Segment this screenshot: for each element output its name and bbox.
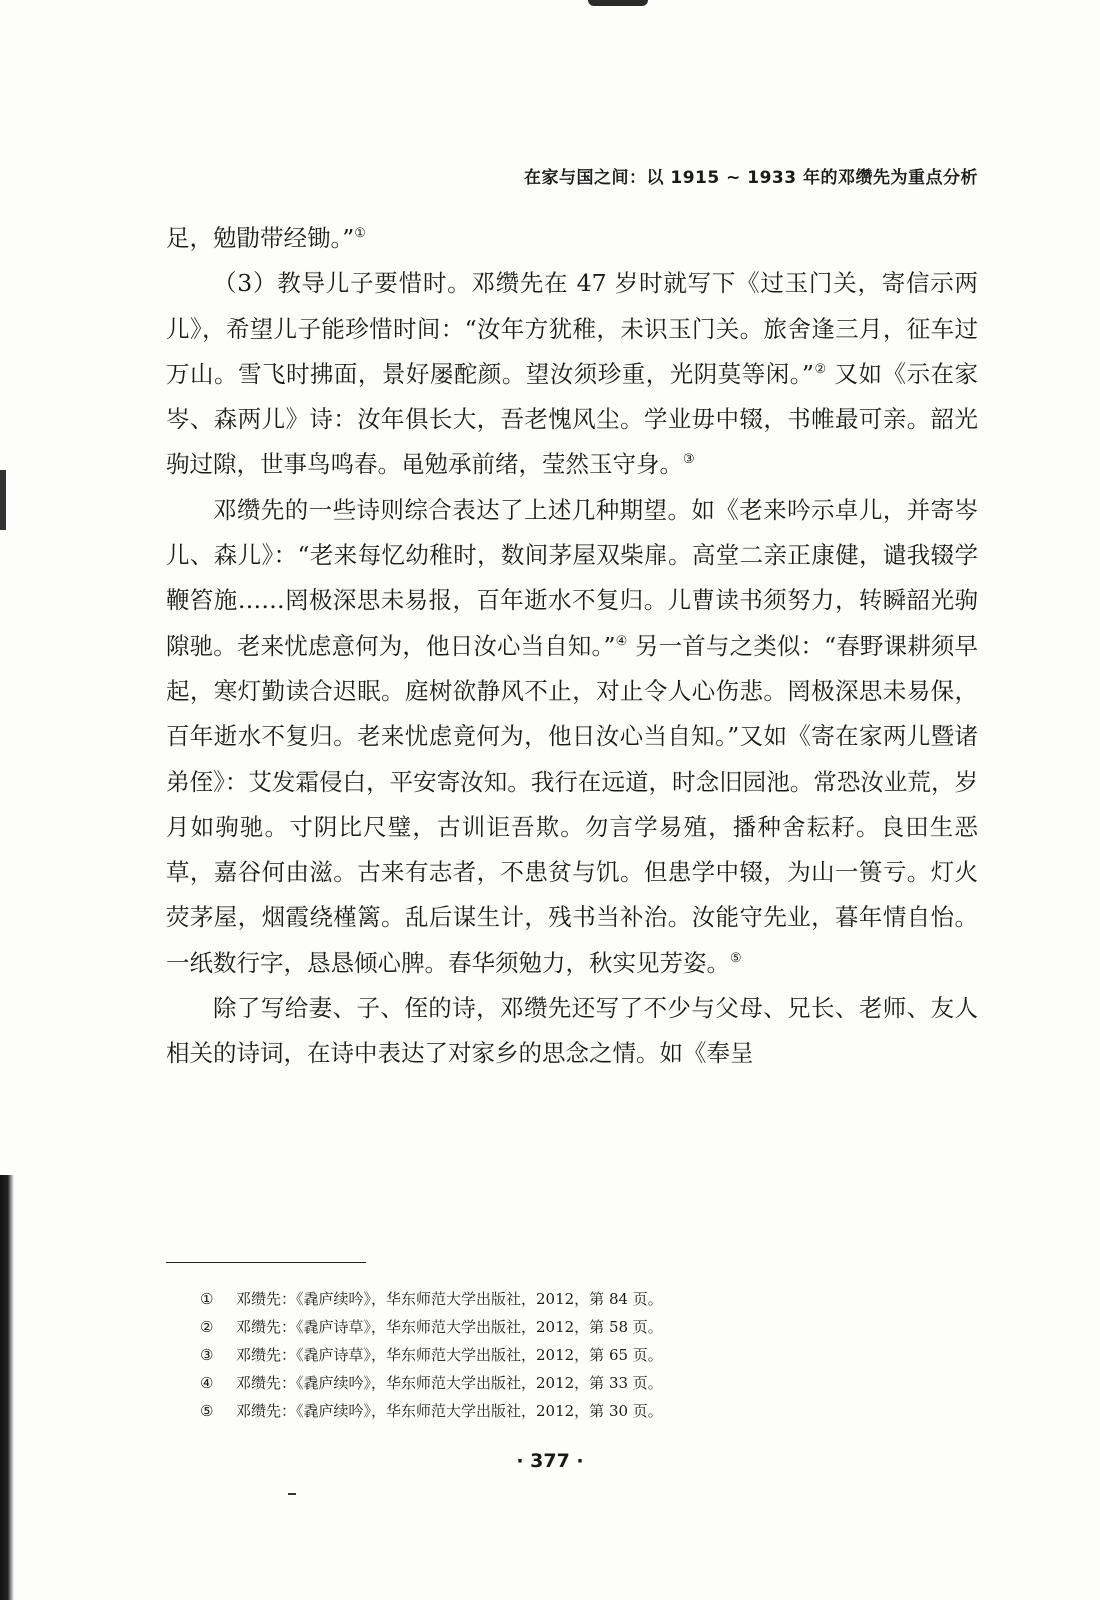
paragraph-3 <box>166 488 978 986</box>
page-number: · 377 · <box>516 1450 584 1472</box>
footnote-ref-1[interactable]: ① <box>354 226 366 242</box>
footnote-text: 邓缵先：《毳庐诗草》，华东师范大学出版社，2012，第 58 页。 <box>236 1318 663 1336</box>
footnote-item <box>200 1313 920 1341</box>
paragraph-3-text-b: 另一首与之类似：“春野课耕须早起，寒灯勤读合迟眠。庭树欲静风不止，对止令人心伤悲。罔极深思未易保，百年逝水不复归。老来忧虑竟何为，他日汝心当自知。”又如《寄在家两儿暨诸弟侄》：艾发霜侵白，平安寄汝知。我行在远道，时念旧园池。常恐汝业荒，岁月如驹驰。寸阴比尺璧，古训讵吾欺。勿言学易殖，播种舍耘耔。良田生恶草，嘉谷何由滋。古来有志者，不患贫与饥。但患学中辍，为山一篑亏。灯火荧茅屋，烟霞绕槿篱。乱后谋生计，残书当补治。汝能守先业，暮年情自怡。一纸数行字，恳恳倾心脾。春华须勉力，秋实见芳姿。 <box>166 631 978 977</box>
paragraph-1 <box>166 216 978 261</box>
scan-artifact-edge-mark <box>0 470 6 530</box>
footnote-ref-3[interactable]: ③ <box>683 452 695 468</box>
footnote-ref-2[interactable]: ② <box>813 362 827 378</box>
footnote-mark: ⑤ <box>200 1402 214 1420</box>
body-text <box>166 216 978 1077</box>
paragraph-2-text-a: （3）教导儿子要惜时。邓缵先在 47 岁时就写下《过玉门关，寄信示两儿》，希望儿子能珍惜时间：“汝年方犹稚，未识玉门关。旅舍逢三月，征车过万山。雪飞时拂面，景好屡酡颜。望汝须珍重，光阴莫等闲。” <box>166 269 978 388</box>
footnote-text: 邓缵先：《毳庐续吟》，华东师范大学出版社，2012，第 30 页。 <box>236 1402 663 1420</box>
footnote-item <box>200 1397 920 1425</box>
running-header: 在家与国之间：以 1915 ~ 1933 年的邓缵先为重点分析 <box>523 168 978 188</box>
scan-speck <box>288 1493 296 1495</box>
paragraph-1-text: 足，勉勖带经锄。” <box>166 224 355 252</box>
paragraph-3-text-a: 邓缵先的一些诗则综合表达了上述几种期望。如《老来吟示卓儿，并寄岑儿、森儿》：“老来每忆幼稚时，数间茅屋双柴扉。高堂二亲正康健，谴我辍学鞭笞施……罔极深思未易报，百年逝水不复归。儿曹读书须努力，转瞬韶光驹隙驰。老来忧虑意何为，他日汝心当自知。” <box>166 495 978 660</box>
footnote-item <box>200 1285 920 1313</box>
footnote-mark: ④ <box>200 1374 214 1392</box>
footnotes <box>200 1285 920 1425</box>
scan-artifact-left-edge <box>0 1175 14 1600</box>
footnote-mark: ② <box>200 1318 214 1336</box>
paragraph-2-text-b: 又如《示在家岑、森两儿》诗：汝年俱长大，吾老愧风尘。学业毋中辍，书帷最可亲。韶光驹过隙，世事鸟鸣春。黾勉承前绪，莹然玉守身。 <box>166 359 978 479</box>
paragraph-4-text: 除了写给妻、子、侄的诗，邓缵先还写了不少与父母、兄长、老师、友人相关的诗词，在诗中表达了对家乡的思念之情。如《奉呈 <box>166 994 978 1068</box>
footnote-item <box>200 1369 920 1397</box>
footnote-text: 邓缵先：《毳庐续吟》，华东师范大学出版社，2012，第 33 页。 <box>236 1374 663 1392</box>
paragraph-4 <box>166 986 978 1077</box>
paragraph-2 <box>166 261 978 487</box>
scan-artifact-top <box>588 0 648 6</box>
footnote-text: 邓缵先：《毳庐续吟》，华东师范大学出版社，2012，第 84 页。 <box>236 1290 663 1308</box>
footnote-mark: ③ <box>200 1346 214 1364</box>
footnote-mark: ① <box>200 1290 214 1308</box>
footnote-ref-5[interactable]: ⑤ <box>730 950 742 966</box>
footnote-item <box>200 1341 920 1369</box>
footnote-ref-4[interactable]: ④ <box>615 633 628 649</box>
footnote-separator <box>166 1262 366 1263</box>
footnote-text: 邓缵先：《毳庐诗草》，华东师范大学出版社，2012，第 65 页。 <box>236 1346 663 1364</box>
